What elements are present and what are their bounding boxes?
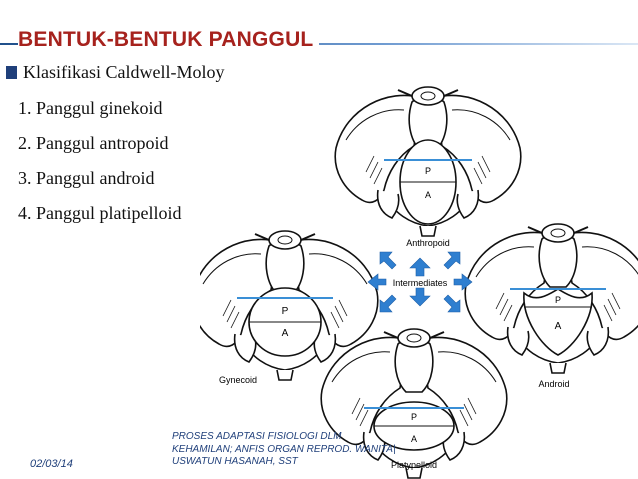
inlet-anterior-letter: A (410, 434, 418, 444)
inlet-anterior-letter: A (424, 190, 432, 200)
pelvis-anthropoid (335, 87, 521, 236)
label-gynecoid: Gynecoid (218, 375, 258, 385)
list-item-android: 3. Panggul android (18, 168, 155, 188)
title-bar (0, 26, 638, 56)
list-item-platypelloid: 4. Panggul platipelloid (18, 203, 182, 223)
footer-date: 02/03/14 (30, 458, 73, 470)
label-platypelloid: Platypelloid (390, 460, 438, 470)
arrow-downleft-icon (380, 295, 396, 312)
arrow-downright-icon (444, 295, 460, 312)
arrow-upleft-icon (380, 252, 396, 269)
square-bullet-icon (6, 66, 17, 79)
inlet-posterior-letter: P (281, 306, 289, 317)
list-item-anthropoid: 2. Panggul antropoid (18, 133, 169, 153)
pelvis-types-figure (200, 82, 638, 479)
inlet-anterior-letter: A (554, 321, 562, 332)
arrow-down-icon (410, 288, 430, 306)
list-item-gynecoid: 1. Panggul ginekoid (18, 98, 163, 118)
inlet-anterior-letter: A (281, 328, 289, 339)
arrow-up-icon (410, 258, 430, 276)
bullet-item (6, 62, 224, 83)
footer-line: PROSES ADAPTASI FISIOLOGI DLM (172, 431, 342, 442)
inlet-posterior-letter: P (554, 295, 562, 305)
pelvis-android (465, 224, 638, 373)
arrow-upright-icon (444, 252, 460, 269)
bullet-text: Klasifikasi Caldwell-Moloy (23, 62, 225, 82)
inlet-posterior-letter: P (424, 166, 432, 176)
footer-line: USWATUN HASANAH, SST (172, 456, 298, 468)
footer-caption (172, 431, 402, 469)
slide-title: BENTUK-BENTUK PANGGUL (18, 26, 319, 54)
footer-line: KEHAMILAN; ANFIS ORGAN REPROD. WANITA| (172, 443, 396, 455)
label-anthropoid: Anthropoid (406, 238, 450, 248)
intermediates-diagram (368, 252, 472, 312)
label-intermediates: Intermediates (392, 278, 448, 288)
inlet-posterior-letter: P (410, 412, 418, 422)
label-android: Android (538, 379, 570, 389)
